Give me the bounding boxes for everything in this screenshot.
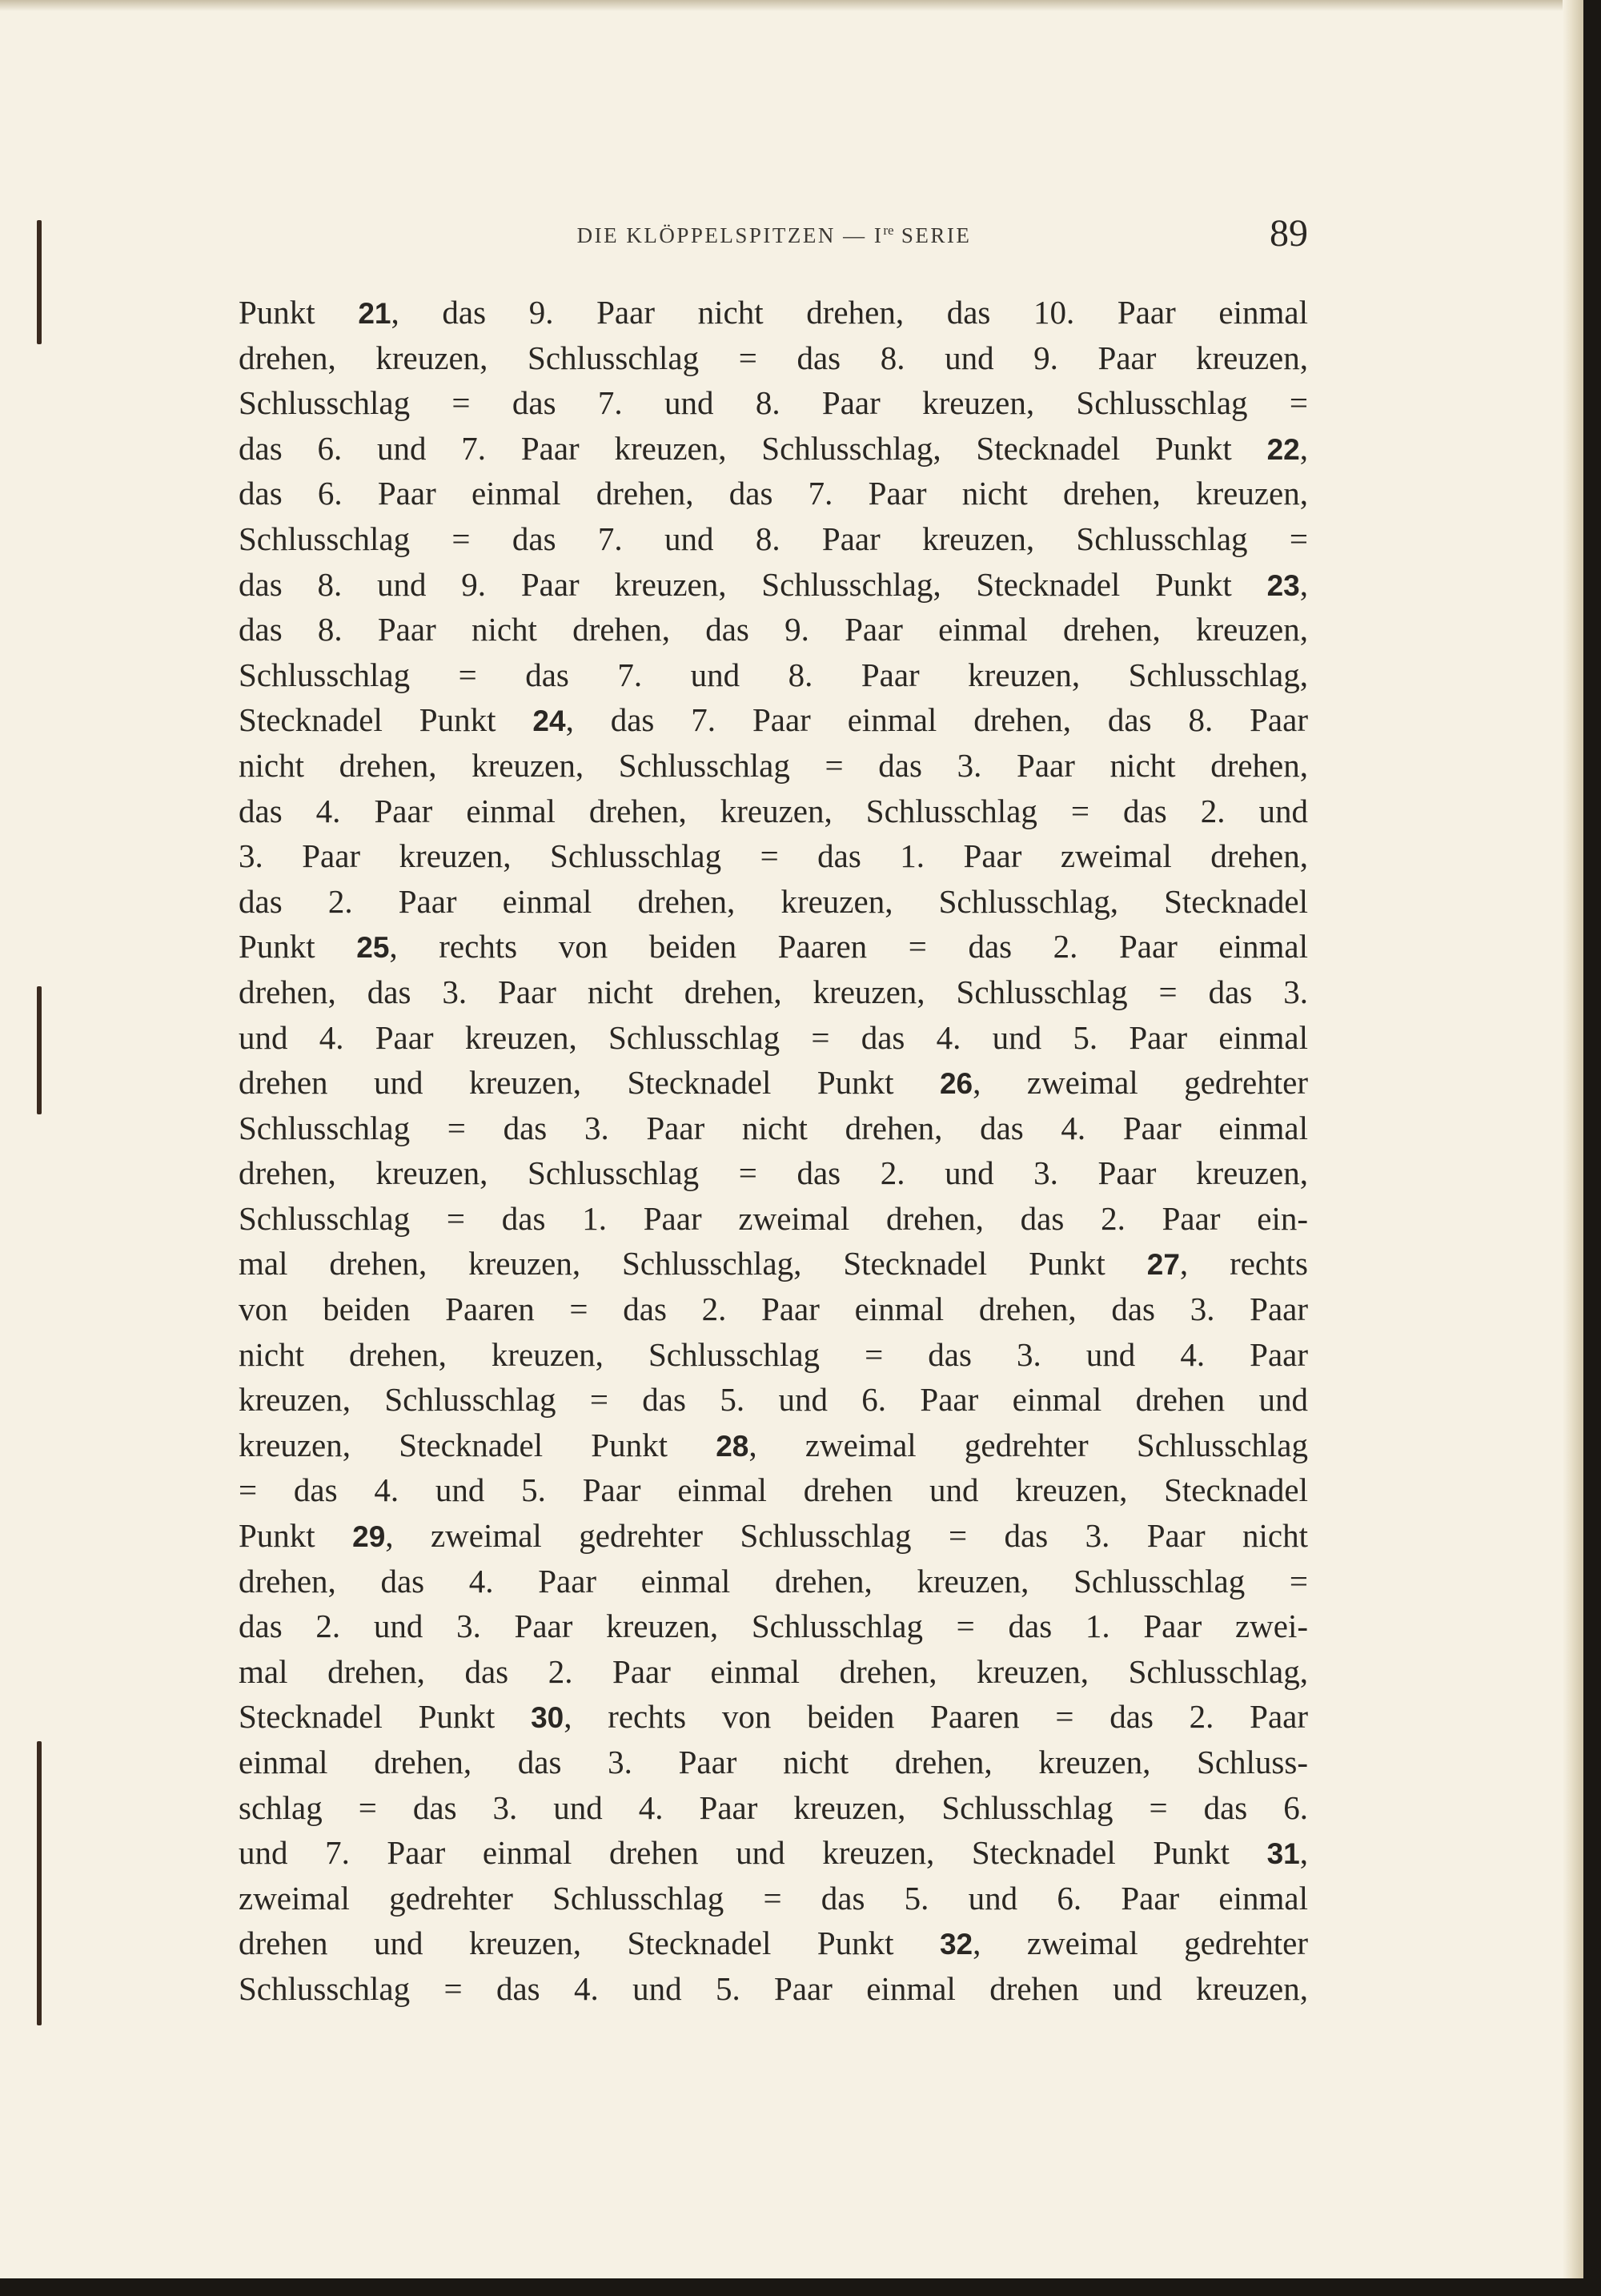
text-line: das 6. und 7. Paar kreuzen, Schlusschlag, Stecknadel Punkt 22,	[239, 429, 1308, 467]
text-line: Schlusschlag = das 4. und 5. Paar einmal drehen und kreuzen,	[239, 1969, 1308, 2007]
text-line: nicht drehen, kreuzen, Schlusschlag = das 3. und 4. Paar	[239, 1335, 1308, 1373]
text-line: Schlusschlag = das 7. und 8. Paar kreuzen, Schlusschlag =	[239, 520, 1308, 557]
binding-mark	[37, 220, 42, 344]
text-line: schlag = das 3. und 4. Paar kreuzen, Schlusschlag = das 6.	[239, 1788, 1308, 1826]
page-right-edge-shadow	[1563, 0, 1583, 2278]
body-text	[239, 290, 1308, 2012]
text-line: Stecknadel Punkt 24, das 7. Paar einmal drehen, das 8. Paar	[239, 701, 1308, 739]
text-line: das 2. und 3. Paar kreuzen, Schlusschlag = das 1. Paar zwei-	[239, 1608, 1308, 1645]
text-line: Punkt 25, rechts von beiden Paaren = das 2. Paar einmal	[239, 928, 1308, 965]
text-line: Punkt 21, das 9. Paar nicht drehen, das 10. Paar einmal	[239, 294, 1309, 331]
running-header	[240, 212, 1308, 256]
running-title: DIE KLÖPPELSPITZEN — Ire SERIE	[576, 223, 972, 247]
text-line: zweimal gedrehter Schlusschlag = das 5. und 6. Paar einmal	[239, 1879, 1308, 1917]
text-line: drehen und kreuzen, Stecknadel Punkt 32, zweimal gedrehter	[239, 1925, 1308, 1962]
binding-mark	[37, 1741, 42, 2025]
text-line: Schlusschlag = das 7. und 8. Paar kreuzen, Schlusschlag,	[239, 656, 1308, 693]
text-line: nicht drehen, kreuzen, Schlusschlag = das 3. Paar nicht drehen,	[239, 746, 1308, 784]
page-top-shadow	[0, 0, 1583, 11]
text-line: drehen, das 4. Paar einmal drehen, kreuzen, Schlusschlag =	[239, 1562, 1308, 1600]
text-line: mal drehen, kreuzen, Schlusschlag, Stecknadel Punkt 27, rechts	[239, 1245, 1308, 1282]
text-line: das 4. Paar einmal drehen, kreuzen, Schlusschlag = das 2. und	[239, 792, 1308, 829]
text-line: Schlusschlag = das 3. Paar nicht drehen, das 4. Paar einmal	[239, 1109, 1308, 1146]
text-line: Schlusschlag = das 1. Paar zweimal drehen, das 2. Paar ein-	[239, 1199, 1308, 1237]
text-line: Schlusschlag = das 7. und 8. Paar kreuzen, Schlusschlag =	[239, 384, 1308, 422]
text-line: mal drehen, das 2. Paar einmal drehen, kreuzen, Schlusschlag,	[239, 1652, 1308, 1690]
text-line: einmal drehen, das 3. Paar nicht drehen, kreuzen, Schluss-	[239, 1744, 1308, 1780]
text-line: drehen, das 3. Paar nicht drehen, kreuzen, Schlusschlag = das 3.	[239, 973, 1308, 1010]
text-line: drehen, kreuzen, Schlusschlag = das 2. und 3. Paar kreuzen,	[239, 1154, 1308, 1192]
text-line: kreuzen, Stecknadel Punkt 28, zweimal gedrehter Schlusschlag	[239, 1426, 1308, 1463]
text-line: kreuzen, Schlusschlag = das 5. und 6. Paar einmal drehen und	[239, 1381, 1308, 1419]
binding-mark	[37, 986, 42, 1114]
text-line: das 2. Paar einmal drehen, kreuzen, Schlusschlag, Stecknadel	[239, 882, 1308, 920]
text-line: drehen und kreuzen, Stecknadel Punkt 26, zweimal gedrehter	[239, 1064, 1308, 1102]
text-line: drehen, kreuzen, Schlusschlag = das 8. und 9. Paar kreuzen,	[239, 339, 1308, 376]
text-line: 3. Paar kreuzen, Schlusschlag = das 1. Paar zweimal drehen,	[239, 837, 1308, 875]
page-number: 89	[1270, 212, 1308, 255]
text-line: Stecknadel Punkt 30, rechts von beiden Paaren = das 2. Paar	[239, 1698, 1308, 1736]
text-line: und 4. Paar kreuzen, Schlusschlag = das 4. und 5. Paar einmal	[239, 1018, 1308, 1056]
text-line: Punkt 29, zweimal gedrehter Schlusschlag = das 3. Paar nicht	[239, 1517, 1308, 1555]
text-line: das 8. und 9. Paar kreuzen, Schlusschlag, Stecknadel Punkt 23,	[239, 565, 1308, 603]
text-line: und 7. Paar einmal drehen und kreuzen, Stecknadel Punkt 31,	[239, 1834, 1309, 1872]
text-line: = das 4. und 5. Paar einmal drehen und kreuzen, Stecknadel	[239, 1471, 1308, 1509]
text-line: das 8. Paar nicht drehen, das 9. Paar einmal drehen, kreuzen,	[239, 611, 1308, 648]
text-line: von beiden Paaren = das 2. Paar einmal drehen, das 3. Paar	[239, 1290, 1308, 1328]
text-line: das 6. Paar einmal drehen, das 7. Paar nicht drehen, kreuzen,	[239, 475, 1308, 512]
